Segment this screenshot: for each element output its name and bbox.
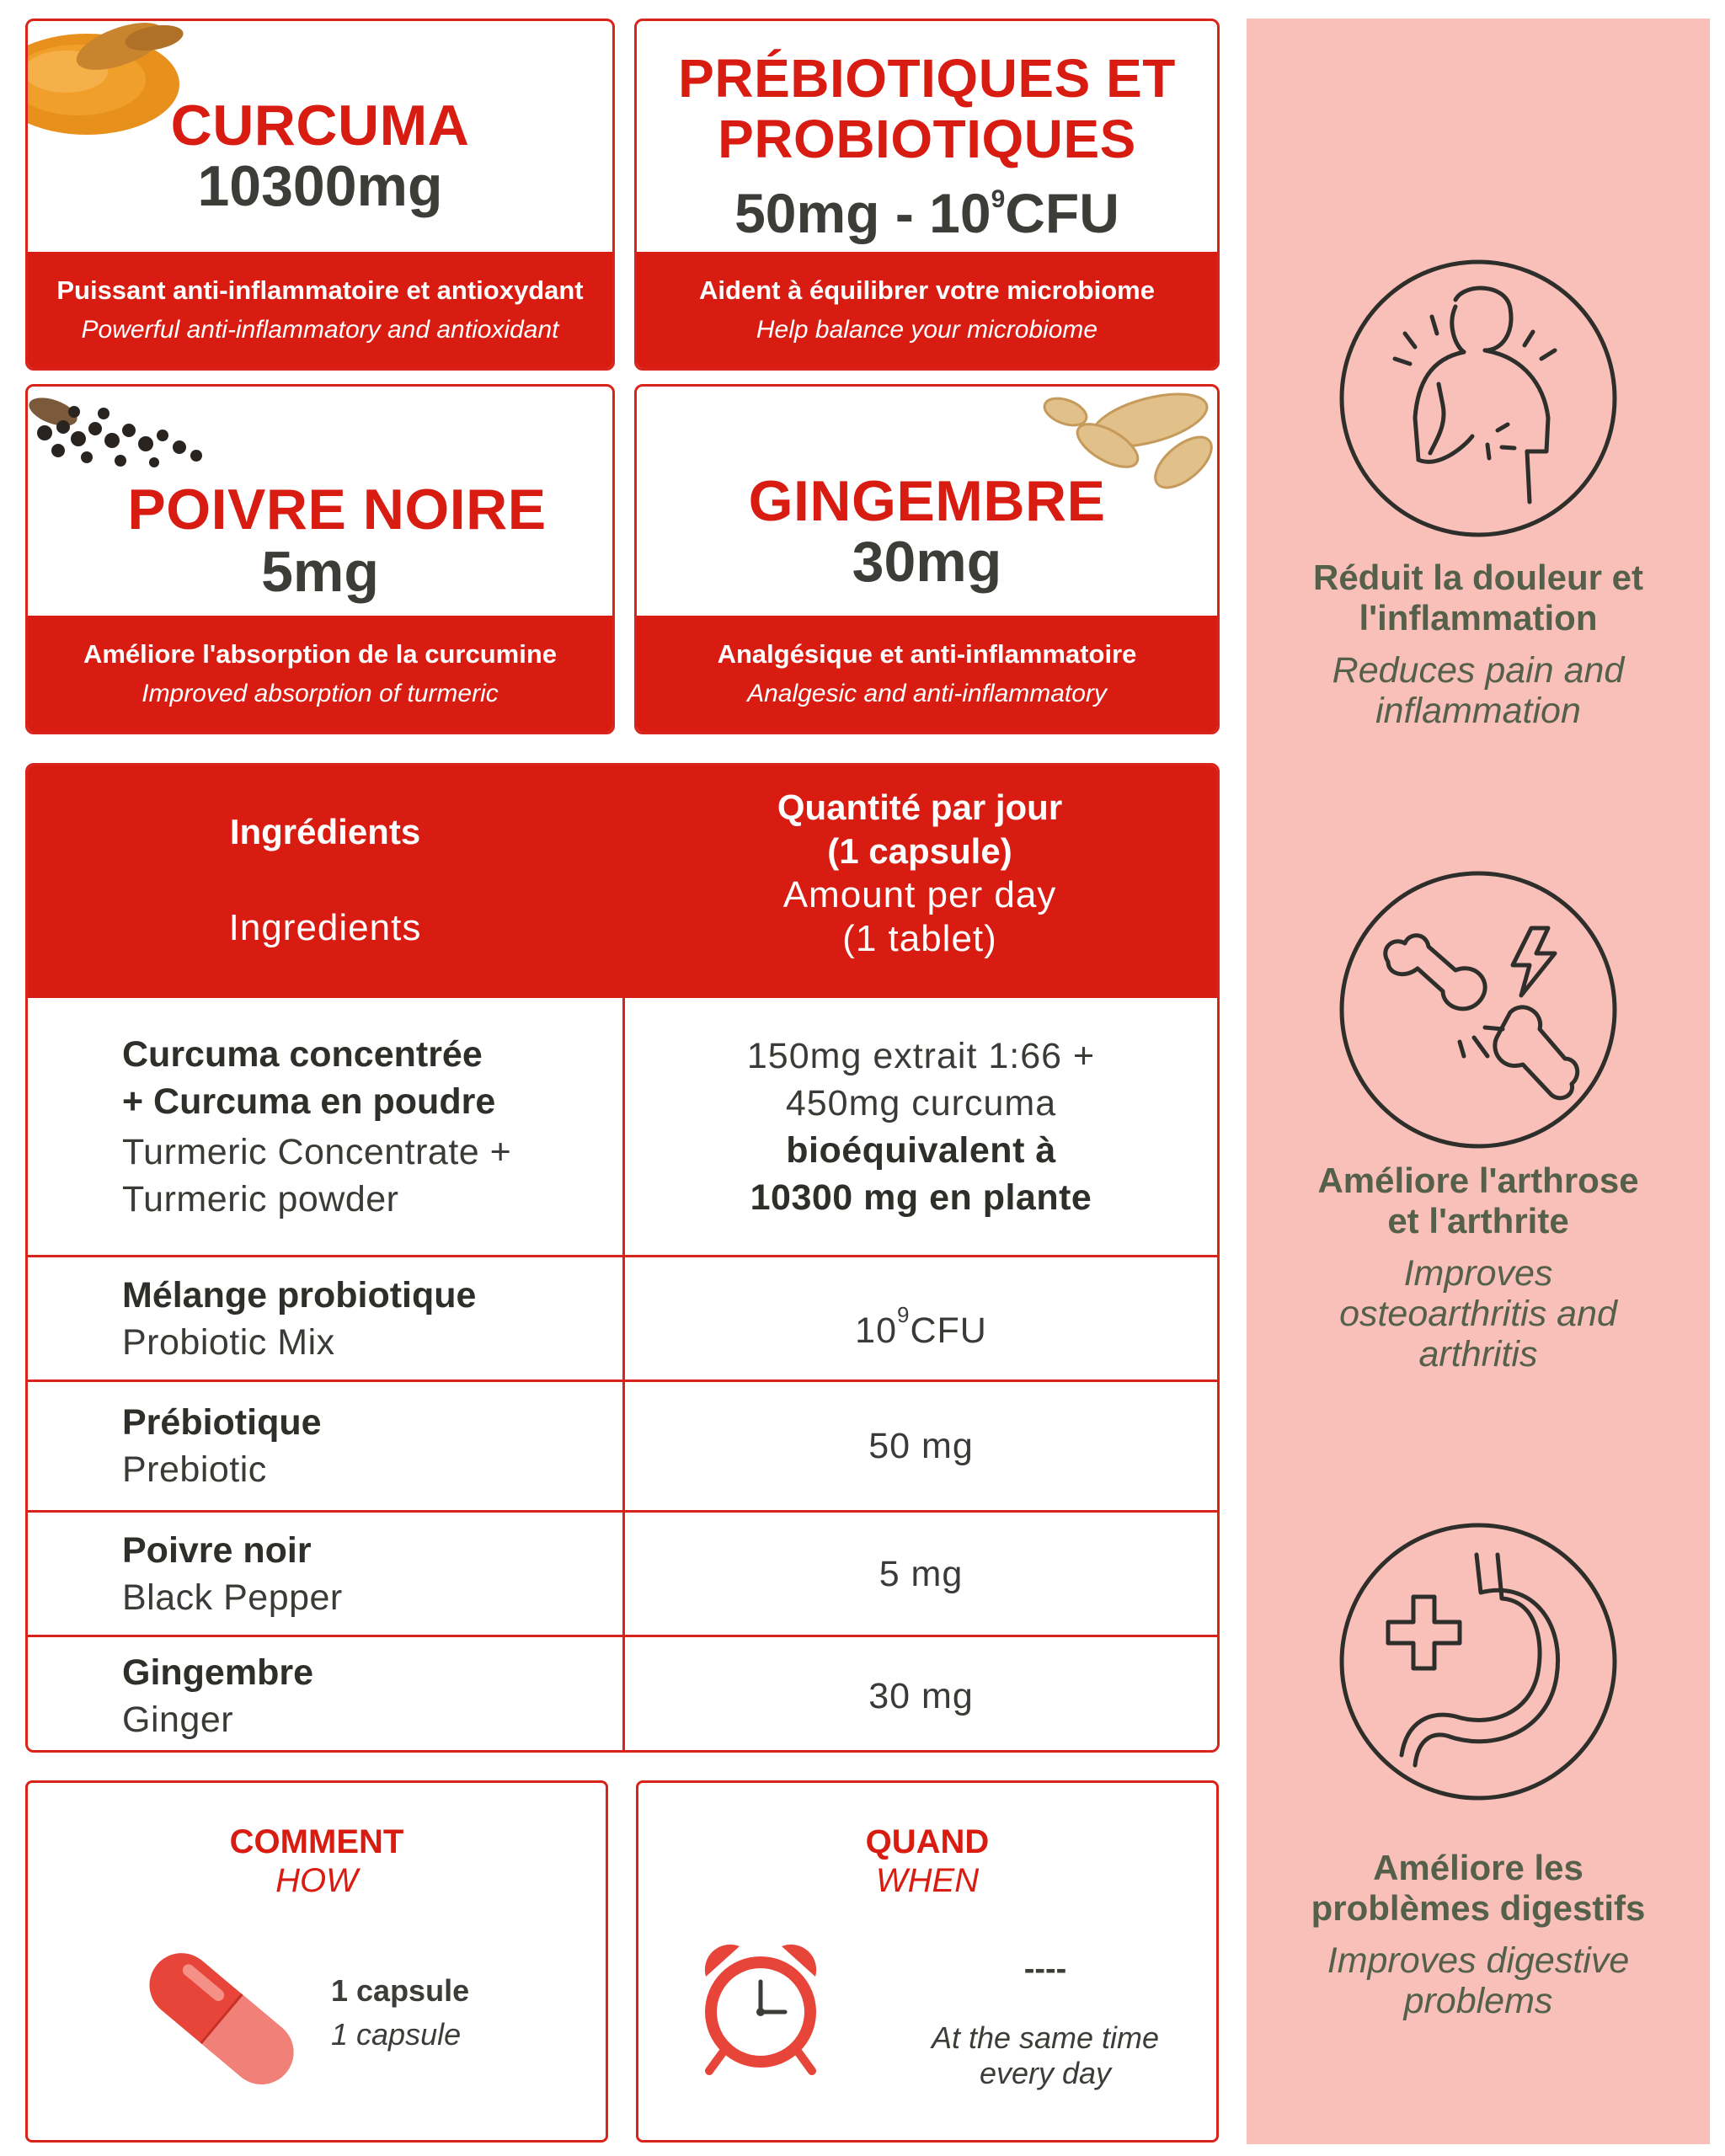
benefit-joints-en-line3: arthritis <box>1418 1334 1538 1374</box>
quantity-line1: 150mg extrait 1:66 + <box>746 1035 1096 1076</box>
header-ingredients-en: Ingredients <box>228 907 422 948</box>
alarm-clock-icon <box>689 1935 832 2078</box>
benefit-digestive-fr-line2: problèmes digestifs <box>1311 1888 1646 1928</box>
table-row <box>28 1255 1217 1380</box>
pepper-en: Improved absorption of turmeric <box>142 680 499 707</box>
quantity-value: 30 mg <box>868 1676 974 1716</box>
benefit-joints-en-line2: osteoarthritis and <box>1339 1294 1617 1334</box>
ingredient-fr: Gingembre <box>122 1652 313 1693</box>
ingredient-fr: Mélange probiotique <box>122 1274 477 1315</box>
pepper-amount: 5mg <box>261 540 379 604</box>
probiotics-title-line1: PRÉBIOTIQUES ET <box>678 48 1176 109</box>
ingredient-en: Prebiotic <box>122 1449 267 1490</box>
ingredient-cell <box>28 1637 622 1753</box>
benefit-joints-fr-line2: et l'arthrite <box>1387 1201 1569 1241</box>
when-en-line2: every day <box>979 2056 1112 2090</box>
ingredient-fr: Poivre noir <box>122 1529 312 1571</box>
quantity-line2: 450mg curcuma <box>785 1082 1057 1123</box>
header-ingredients-fr: Ingrédients <box>229 812 421 851</box>
quantity-exp: 9 <box>897 1302 911 1327</box>
ingredient-fr-line2: + Curcuma en poudre <box>122 1081 496 1122</box>
benefit-pain-en-line2: inflammation <box>1375 691 1581 731</box>
curcuma-title: CURCUMA <box>170 93 470 157</box>
how-title: COMMENT <box>229 1823 404 1860</box>
benefit-digestive-en-line2: problems <box>1403 1981 1553 2021</box>
ingredient-cell <box>28 1513 622 1635</box>
quantity-line4: 10300 mg en plante <box>750 1177 1092 1218</box>
benefits-panel <box>1247 19 1710 2144</box>
ingredient-en: Probiotic Mix <box>122 1321 335 1363</box>
how-dose-en: 1 capsule <box>331 2017 462 2052</box>
benefit-joints-fr-line1: Améliore l'arthrose <box>1317 1161 1639 1200</box>
probiotics-title-line2: PROBIOTIQUES <box>718 109 1136 169</box>
when-subtitle: WHEN <box>875 1862 980 1899</box>
ginger-amount: 30mg <box>852 530 1002 594</box>
ingredient-fr: Prébiotique <box>122 1402 322 1443</box>
benefit-digestive <box>1247 1383 1710 2144</box>
header-amount-en-line1: Amount per day <box>782 874 1057 915</box>
ingredient-en-line1: Turmeric Concentrate + <box>122 1131 512 1172</box>
ingredient-cell <box>28 1382 622 1510</box>
black-pepper-photo <box>28 387 213 479</box>
ginger-band <box>637 616 1217 732</box>
joint-pain-icon <box>1338 869 1619 1150</box>
header-amount-fr-line2: (1 capsule) <box>827 831 1012 871</box>
how-dose-fr: 1 capsule <box>331 1973 470 2008</box>
probiotics-amount-base: 50mg - 10 <box>734 182 991 244</box>
when-dash: ---- <box>1023 1951 1067 1987</box>
benefit-pain-fr-line1: Réduit la douleur et <box>1312 558 1644 597</box>
quantity-line3: bioéquivalent à <box>786 1129 1056 1171</box>
capsule-icon <box>129 1935 314 2103</box>
ingredients-table <box>25 763 1220 1753</box>
benefit-digestive-en-line1: Improves digestive <box>1327 1940 1630 1981</box>
table-row <box>28 998 1217 1255</box>
quantity-base: 10 <box>855 1310 897 1351</box>
when-card <box>636 1780 1219 2143</box>
quantity-cell <box>622 1513 1217 1635</box>
table-row <box>28 1510 1217 1635</box>
curcuma-card <box>25 19 615 371</box>
table-row <box>28 1635 1217 1753</box>
probiotics-en: Help balance your microbiome <box>756 316 1098 344</box>
quantity-value <box>855 1283 987 1354</box>
probiotics-card <box>634 19 1220 371</box>
pepper-title: POIVRE NOIRE <box>127 478 547 542</box>
ingredient-en: Ginger <box>122 1700 234 1740</box>
curcuma-en: Powerful anti-inflammatory and antioxidant <box>81 316 559 344</box>
quantity-cell <box>622 1382 1217 1510</box>
probiotics-amount-exp: 9 <box>991 185 1006 213</box>
quantity-unit: CFU <box>910 1310 987 1351</box>
when-title: QUAND <box>865 1823 990 1860</box>
table-header <box>28 766 1217 998</box>
back-pain-icon <box>1338 258 1619 539</box>
ginger-title: GINGEMBRE <box>748 469 1106 533</box>
ingredient-cell <box>28 998 622 1255</box>
ingredient-fr-line1: Curcuma concentrée <box>122 1033 483 1075</box>
probiotics-amount <box>637 169 1217 243</box>
quantity-cell <box>622 1257 1217 1380</box>
benefit-joints <box>1247 743 1710 1383</box>
ingredient-en: Black Pepper <box>122 1577 343 1618</box>
probiotics-band <box>637 252 1217 368</box>
benefit-pain <box>1247 19 1710 743</box>
benefit-digestive-fr-line1: Améliore les <box>1373 1848 1583 1887</box>
quantity-cell <box>622 998 1217 1255</box>
table-row <box>28 1380 1217 1510</box>
table-header-amount <box>622 766 1217 998</box>
ginger-en: Analgesic and anti-inflammatory <box>747 680 1107 707</box>
benefit-pain-en-line1: Reduces pain and <box>1332 650 1625 691</box>
table-header-ingredients <box>28 766 622 998</box>
header-amount-fr-line1: Quantité par jour <box>777 787 1063 827</box>
ingredient-en-line2: Turmeric powder <box>122 1178 399 1219</box>
quantity-value: 5 mg <box>879 1553 964 1594</box>
curcuma-amount: 10300mg <box>197 154 443 218</box>
stomach-icon <box>1338 1521 1619 1802</box>
ingredient-cell <box>28 1257 622 1380</box>
curcuma-fr: Puissant anti-inflammatoire et antioxydant <box>56 275 584 305</box>
pepper-card <box>25 384 615 734</box>
pepper-band <box>28 616 612 732</box>
probiotics-amount-unit: CFU <box>1005 182 1119 244</box>
how-card <box>25 1780 608 2143</box>
quantity-value: 50 mg <box>868 1426 974 1466</box>
how-subtitle: HOW <box>275 1862 358 1899</box>
ginger-fr: Analgésique et anti-inflammatoire <box>717 639 1137 669</box>
when-en-line1: At the same time <box>931 2020 1160 2055</box>
ginger-card <box>634 384 1220 734</box>
probiotics-fr: Aident à équilibrer votre microbiome <box>699 275 1155 305</box>
header-amount-en-line2: (1 tablet) <box>842 918 997 959</box>
pepper-fr: Améliore l'absorption de la curcumine <box>83 639 558 669</box>
quantity-cell <box>622 1637 1217 1753</box>
curcuma-band <box>28 252 612 368</box>
benefit-pain-fr-line2: l'inflammation <box>1359 598 1598 638</box>
benefit-joints-en-line1: Improves <box>1403 1253 1553 1294</box>
